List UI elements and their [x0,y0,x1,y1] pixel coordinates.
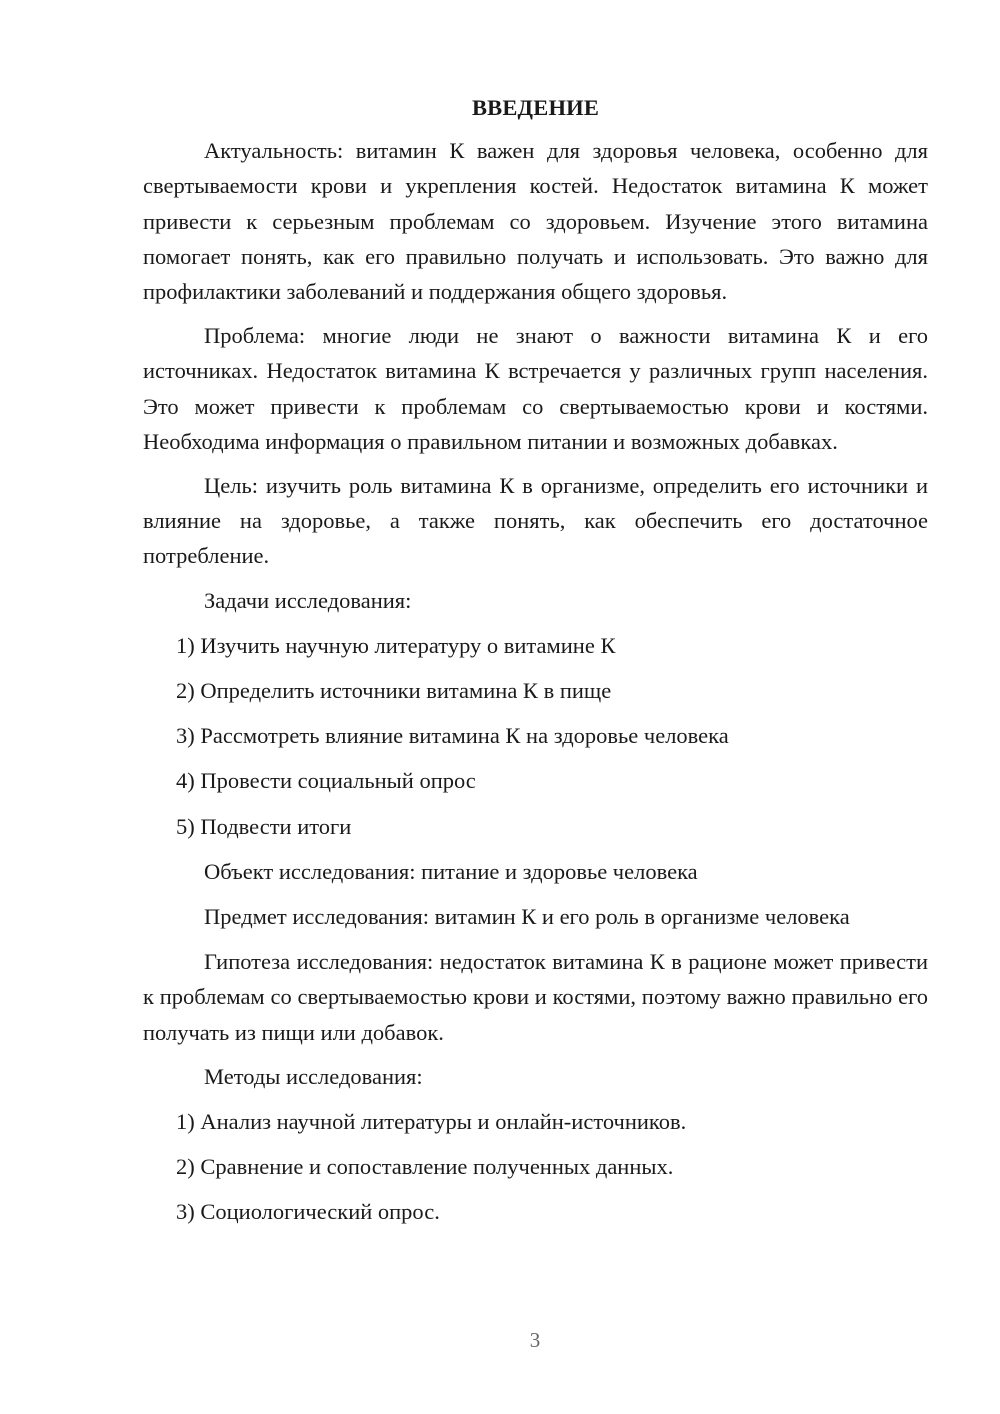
task-item: 3) Рассмотреть влияние витамина К на здоровье человека [176,723,729,749]
tasks-heading: Задачи исследования: [204,587,412,613]
problem-paragraph: Проблема: многие люди не знают о важности витамина К и его источниках. Недостаток витамина К встречается у различных групп населения. Это может привести к проблемам со свертываемостью крови и костями. Необходима информация о правильном питании и возможных добавках. [143,323,928,454]
tasks-list [143,628,928,844]
methods-heading: Методы исследования: [204,1063,423,1089]
method-item: 1) Анализ научной литературы и онлайн-источников. [176,1109,687,1135]
task-item: 5) Подвести итоги [176,813,352,839]
research-subject: Предмет исследования: витамин К и его роль в организме человека [204,904,850,930]
relevance-paragraph: Актуальность: витамин К важен для здоровья человека, особенно для свертываемости крови и укрепления костей. Недостаток витамина К может привести к серьезным проблемам со здоровьем. Изучение этого витамина помогает понять, как его правильно получать и использовать. Это важно для профилактики заболеваний и поддержания общего здоровья. [143,138,928,305]
document-page [143,90,928,1240]
task-item: 1) Изучить научную литературу о витамине К [176,632,616,658]
method-item: 3) Социологический опрос. [176,1199,440,1225]
goal-paragraph: Цель: изучить роль витамина К в организме, определить его источники и влияние на здоровье, а также понять, как обеспечить его достаточное потребление. [143,473,928,569]
task-item: 2) Определить источники витамина К в пище [176,678,612,704]
task-item: 4) Провести социальный опрос [176,768,476,794]
methods-list [143,1104,928,1230]
page-number: 3 [529,1328,541,1352]
hypothesis-paragraph: Гипотеза исследования: недостаток витамина К в рационе может привести к проблемам со свертываемостью крови и костями, поэтому важно правильно его получать из пищи или добавок. [143,949,928,1045]
section-title: ВВЕДЕНИЕ [471,95,600,120]
research-object: Объект исследования: питание и здоровье человека [204,858,698,884]
method-item: 2) Сравнение и сопоставление полученных данных. [176,1154,674,1180]
